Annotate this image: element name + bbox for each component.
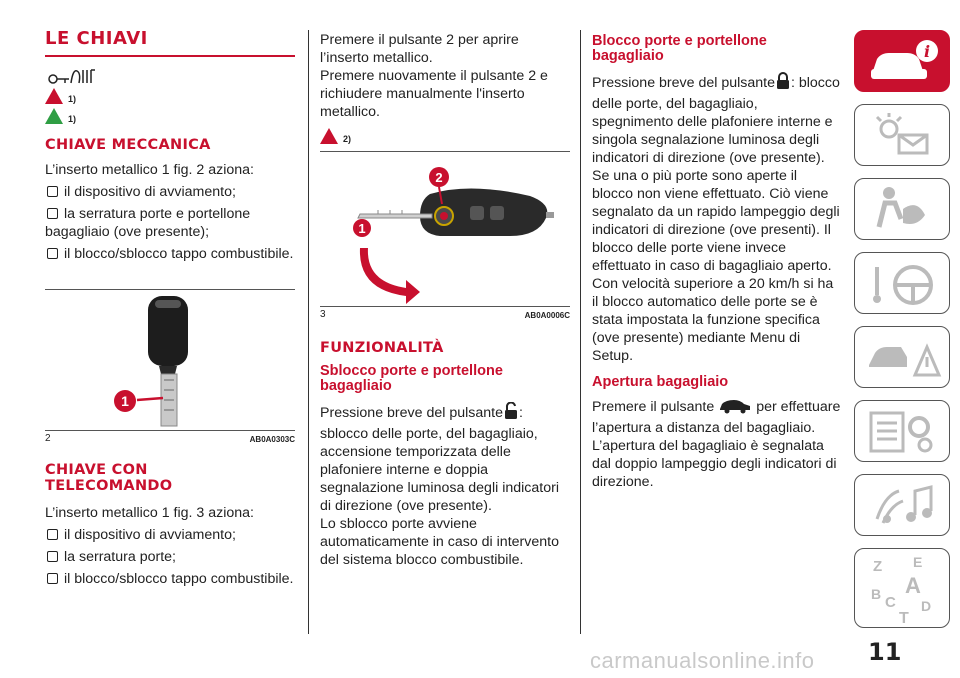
column-divider bbox=[308, 30, 309, 634]
checkbox-bullet-icon bbox=[47, 551, 58, 562]
title-rule bbox=[45, 55, 295, 57]
checkbox-bullet-icon bbox=[47, 573, 58, 584]
paragraph: Se una o più porte sono aperte il blocco non viene effettuato. Ciò viene segnalato da un rapido lampeggio degli indicatori di direzione (ove presenti). Il blocco delle porte viene invece effettuato in caso di bagagliaio aperto. bbox=[592, 168, 840, 274]
paragraph: Premere il pulsante 2 per aprire l’inserto metallico. bbox=[320, 32, 519, 66]
tab-car-info[interactable] bbox=[854, 30, 950, 92]
column-1 bbox=[45, 28, 295, 588]
watermark: carmanualsonline.info bbox=[590, 648, 815, 673]
subsection-title-trunk: Apertura bagagliaio bbox=[592, 374, 729, 390]
driving-icon bbox=[855, 302, 951, 319]
tab-multimedia[interactable] bbox=[854, 474, 950, 536]
figure-3-caption: 3 AB0A0006C bbox=[320, 309, 570, 320]
tab-safety[interactable] bbox=[854, 178, 950, 240]
tab-emergency[interactable] bbox=[854, 326, 950, 388]
svg-text:A: A bbox=[905, 573, 921, 598]
svg-text:i: i bbox=[923, 42, 931, 61]
subsection-title-lock: Blocco porte e portellone bagagliaio bbox=[592, 33, 767, 64]
emergency-icon bbox=[855, 376, 951, 393]
svg-text:D: D bbox=[921, 598, 932, 614]
list-item: il blocco/sblocco tappo combustibile. bbox=[45, 570, 295, 588]
warning-ref-b: 1) bbox=[45, 107, 295, 125]
paragraph: Premere il pulsante per effettuare l’apertura a distanza del bagagliaio. bbox=[592, 399, 841, 436]
list-item: la serratura porte; bbox=[45, 548, 295, 566]
key-symbol-icon bbox=[45, 65, 295, 87]
checkbox-bullet-icon bbox=[47, 248, 58, 259]
svg-text:T: T bbox=[899, 610, 909, 627]
page-number: 11 bbox=[868, 638, 902, 666]
trunk-car-icon bbox=[718, 398, 752, 419]
list-item: la serratura porte e portellone bagagliaio (ove presente); bbox=[45, 206, 251, 240]
figure-2-caption: 2 AB0A0303C bbox=[45, 433, 295, 444]
section-title-functions: FUNZIONALITÀ bbox=[320, 340, 444, 356]
paragraph: L’apertura del bagagliaio è segnalata dal doppio lampeggio degli indicatori di direzione. bbox=[592, 438, 837, 490]
svg-text:Z: Z bbox=[873, 558, 883, 575]
lock-padlock-icon bbox=[775, 72, 791, 95]
warning-triangle-icon bbox=[320, 128, 338, 144]
svg-text:2: 2 bbox=[435, 170, 443, 185]
list-item: il dispositivo di avviamento; bbox=[45, 526, 295, 544]
tab-index[interactable] bbox=[854, 548, 950, 628]
svg-text:1: 1 bbox=[121, 393, 129, 409]
svg-text:C: C bbox=[885, 594, 896, 611]
section-title-mechanical-key: CHIAVE MECCANICA bbox=[45, 137, 211, 153]
environment-triangle-icon bbox=[45, 108, 63, 124]
svg-text:B: B bbox=[871, 586, 882, 602]
warning-triangle-icon bbox=[45, 88, 63, 104]
warning-lights-icon bbox=[855, 154, 951, 171]
safety-icon bbox=[855, 228, 951, 245]
checkbox-bullet-icon bbox=[47, 529, 58, 540]
section-title-remote-key: CHIAVE CON TELECOMANDO bbox=[45, 462, 173, 494]
tab-driving[interactable] bbox=[854, 252, 950, 314]
paragraph: Pressione breve del pulsante : blocco delle porte, del bagagliaio, spegnimento delle plafoniere interne e singola segnalazione luminosa degli indicatori di direzione (ove presente). bbox=[592, 72, 842, 167]
section2-intro: L’inserto metallico 1 fig. 3 aziona: bbox=[45, 505, 254, 521]
tab-maintenance[interactable] bbox=[854, 400, 950, 462]
svg-text:1: 1 bbox=[358, 221, 366, 236]
subsection-title-unlock: Sblocco porte e portellone bagagliaio bbox=[320, 363, 503, 394]
paragraph: Pressione breve del pulsante : sblocco delle porte, del bagagliaio, accensione temporizzata delle plafoniere interne e doppia segnalazione luminosa degli indicatori di direzione (ove presente). bbox=[320, 402, 570, 515]
checkbox-bullet-icon bbox=[47, 186, 58, 197]
figure-2 bbox=[45, 289, 295, 431]
tab-warning-lights[interactable] bbox=[854, 104, 950, 166]
svg-text:E: E bbox=[913, 554, 923, 570]
checkbox-bullet-icon bbox=[47, 208, 58, 219]
paragraph: Lo sblocco porte avviene automaticamente in caso di intervento del sistema blocco combustibile. bbox=[320, 516, 559, 568]
warning-ref: 2) bbox=[320, 127, 570, 145]
list-item: il blocco/sblocco tappo combustibile. bbox=[45, 245, 295, 263]
list-item: il dispositivo di avviamento; bbox=[45, 183, 295, 201]
remote-key-illustration bbox=[320, 152, 570, 306]
column-3 bbox=[592, 34, 842, 491]
column-divider bbox=[580, 30, 581, 634]
section1-intro: L’inserto metallico 1 fig. 2 aziona: bbox=[45, 162, 254, 178]
multimedia-icon bbox=[855, 524, 951, 541]
mechanical-key-illustration bbox=[45, 290, 295, 430]
paragraph: Premere nuovamente il pulsante 2 e richiudere manualmente l'inserto metallico. bbox=[320, 68, 548, 120]
car-info-icon bbox=[855, 42, 951, 97]
page-title: LE CHIAVI bbox=[45, 28, 148, 49]
paragraph: Con velocità superiore a 20 km/h si ha il blocco automatico delle porte se è stata impostata la funzione specifica (ove presente) mediante Menu di Setup. bbox=[592, 276, 834, 364]
maintenance-icon bbox=[855, 450, 951, 467]
unlock-padlock-icon bbox=[503, 402, 519, 425]
index-icon bbox=[855, 554, 951, 633]
figure-3 bbox=[320, 151, 570, 307]
warning-ref-a: 1) bbox=[45, 87, 295, 105]
column-2 bbox=[320, 31, 570, 569]
